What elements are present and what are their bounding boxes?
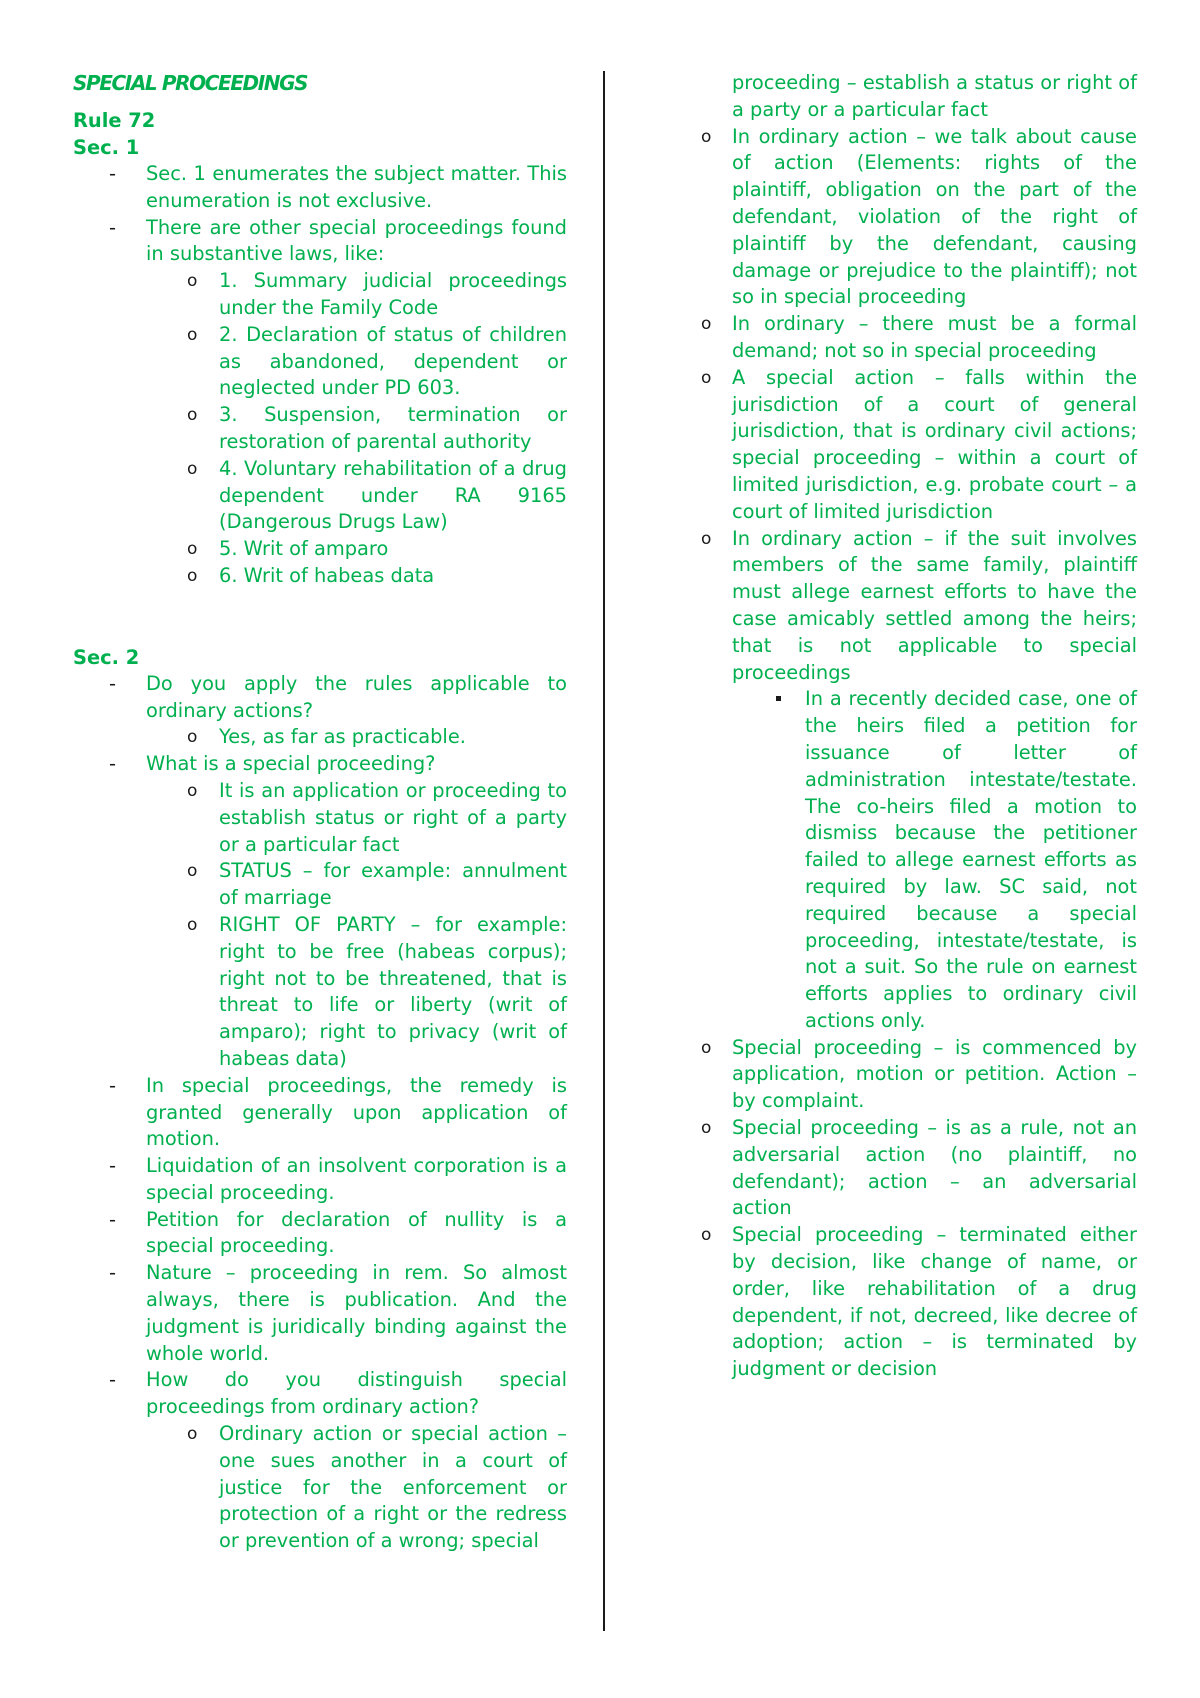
circle-bullet-icon: o [701,367,712,388]
rule-heading: Rule 72 [73,109,156,132]
circle-bullet-icon: o [187,565,198,586]
list-item: o A special action – falls within the jurisdiction of a court of general jurisdiction, that is ordinary civil actions; special proceeding – within a court of limited jurisdiction, e.g. probate court – a court of limited jurisdiction [701,365,1137,523]
list-item: o 4. Voluntary rehabilitation of a drug dependent under RA 9165 (Dangerous Drugs Law) [187,456,567,534]
sec2-list [73,671,567,1555]
circle-bullet-icon: o [187,1424,198,1445]
circle-bullet-icon: o [701,1118,712,1139]
list-item: o It is an application or proceeding to establish status or right of a party or a particular fact [187,778,567,856]
list-item: o Special proceeding – terminated either by decision, like change of name, or order, like rehabilitation of a drug dependent, if not, decreed, like decree of adoption; action – is terminated by judgment or decision [701,1223,1137,1381]
circle-bullet-icon: o [187,458,198,479]
circle-bullet-icon: o [187,861,198,882]
continued-text: proceeding – establish a status or right of a party or a particular fact [732,71,1137,121]
circle-bullet-icon: o [187,324,198,345]
document-title: SPECIAL PROCEEDINGS [73,71,308,95]
distinctions-list [701,124,1137,1383]
sec1-sublist [73,268,567,590]
list-item: o Special proceeding – is as a rule, not an adversarial action (no plaintiff, no defendant); action – an adversarial action [701,1116,1137,1220]
list-item: - Petition for declaration of nullity is a special proceeding. [73,1207,567,1261]
list-item: o 6. Writ of habeas data [146,563,567,590]
list-item: o Special proceeding – is commenced by application, motion or petition. Action – by complaint. [701,1035,1137,1113]
right-column [701,70,1137,1383]
circle-bullet-icon: o [187,914,198,935]
list-item: - What is a special proceeding? o It is an application or proceeding to establish status or right of a party or a particular fact o STATUS – for example: annulment of marriage o RIGHT OF PARTY – for example: right to be free (habeas corpus); right not to be threatened, that is threat to life or liberty (writ of amparo); right to privacy (writ of habeas data) [73,751,567,1073]
circle-bullet-icon: o [187,271,198,292]
circle-bullet-icon: o [701,528,712,549]
list-item: o In ordinary action – we talk about cause of action (Elements: rights of the plaintiff, obligation on the part of the defendant, violation of the right of plaintiff by the defendant, causing damage or prejudice to the plaintiff); not so in special proceeding [701,124,1137,309]
sec2-heading: Sec. 2 [73,645,140,669]
list-item: - How do you distinguish special proceedings from ordinary action? o Ordinary action or special action – one sues another in a court of justice for the enforcement or protection of a right or the redress or prevention of a wrong; special [73,1367,567,1555]
list-item: o In ordinary action – if the suit involves members of the same family, plaintiff must allege earnest efforts to have the case amicably settled among the heirs; that is not applicable to special proceedings In a recently decided case, one of the heirs filed a petition for issuance of letter of administration intestate/testate. The co-heirs filed a motion to dismiss because the petitioner failed to allege earnest efforts as required by law. SC said, not required because a special proceeding, intestate/testate, is not a suit. So the rule on earnest efforts applies to ordinary civil actions only. [732,526,1137,1035]
list-item: - Do you apply the rules applicable to ordinary actions? o Yes, as far as practicable. [73,671,567,751]
list-item: o 2. Declaration of status of children as abandoned, dependent or neglected under PD 603. [187,322,567,400]
circle-bullet-icon: o [187,539,198,560]
circle-bullet-icon: o [701,314,712,335]
sec1-heading: Sec. 1 [73,136,140,159]
list-item: - In special proceedings, the remedy is granted generally upon application of motion. [73,1073,567,1153]
list-item: o RIGHT OF PARTY – for example: right to be free (habeas corpus); right not to be threatened, that is threat to life or liberty (writ of amparo); right to privacy (writ of habeas data) [187,912,567,1070]
list-item: o 1. Summary judicial proceedings under the Family Code [187,269,567,319]
square-bullet-icon [776,696,781,701]
left-column [73,70,567,1555]
list-item: - Nature – proceeding in rem. So almost always, there is publication. And the judgment is juridically binding against the whole world. [73,1260,567,1367]
list-item: o 3. Suspension, termination or restoration of parental authority [187,403,567,453]
circle-bullet-icon: o [187,780,198,801]
list-item: - Sec. 1 enumerates the subject matter. This enumeration is not exclusive. [73,161,567,215]
list-item: o Yes, as far as practicable. [146,724,567,751]
list-item: - Liquidation of an insolvent corporation is a special proceeding. [73,1153,567,1207]
list-item: - There are other special proceedings found in substantive laws, like: o 1. Summary judicial proceedings under the Family Code o 2. Declaration of status of children as abandoned, dependent or neglected under PD 603. o 3. Suspension, termination or restoration of parental authority o 4. Voluntary rehabilitation of a drug dependent under RA 9165 (Dangerous Drugs Law) o 5. Writ of amparo o 6. Writ of habeas data [73,215,567,590]
column-divider [603,71,605,1631]
list-item: o STATUS – for example: annulment of marriage [187,859,567,910]
circle-bullet-icon: o [187,405,198,426]
list-item: o Ordinary action or special action – one sues another in a court of justice for the enforcement or protection of a right or the redress or prevention of a wrong; special [187,1422,567,1553]
list-item: In a recently decided case, one of the heirs filed a petition for issuance of letter of administration intestate/testate. The co-heirs filed a motion to dismiss because the petitioner failed to allege earnest efforts as required by law. SC said, not required because a special proceeding, intestate/testate, is not a suit. So the rule on earnest efforts applies to ordinary civil actions only. [732,686,1137,1034]
circle-bullet-icon: o [187,727,198,748]
circle-bullet-icon: o [701,1225,712,1246]
list-item: o In ordinary – there must be a formal demand; not so in special proceeding [701,312,1137,362]
circle-bullet-icon: o [701,1037,712,1058]
sec1-list [73,161,567,590]
list-item: o 5. Writ of amparo [146,536,567,563]
circle-bullet-icon: o [701,126,712,147]
